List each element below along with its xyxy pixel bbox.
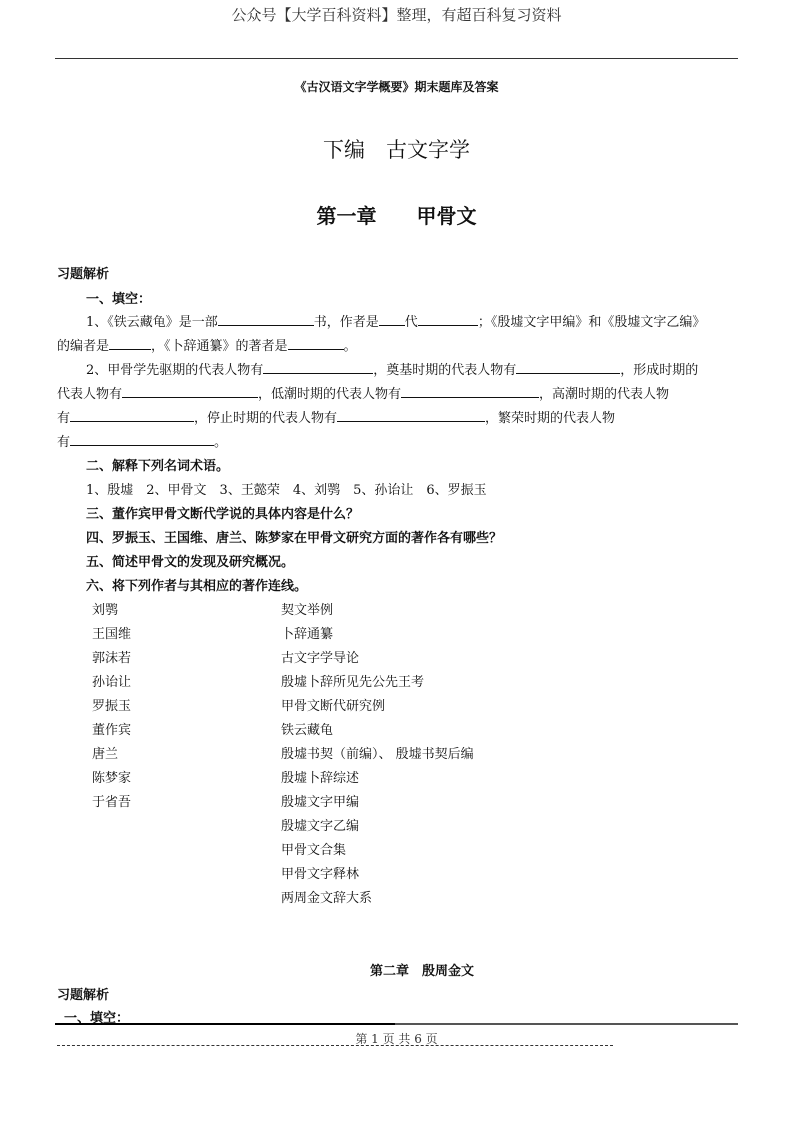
footer-dashed-line [57,1045,613,1046]
page-number: 第 1 页 共 6 页 [355,1032,438,1046]
question-2-line2 [57,383,669,402]
terms-list: 1、殷墟 2、甲骨文 3、王懿荣 4、刘鹗 5、孙诒让 6、罗振玉 [86,483,487,498]
blank [401,385,539,398]
blank [288,337,344,350]
work-item: 卜辞通纂 [281,627,334,642]
text: 。 [343,339,357,354]
work-item: 契文举例 [281,603,334,618]
blank [379,313,405,326]
question-heading: 三、董作宾甲骨文断代学说的具体内容是什么？ [86,507,360,522]
header-rule [55,58,738,59]
blank [70,409,194,422]
question-heading: 一、填空： [86,292,152,307]
text: ，繁荣时期的代表人物 [485,411,616,426]
question-2-line4 [57,431,227,450]
blank [516,361,620,374]
page-header: 公众号【大学百科资料】整理，有超百科复习资料 [231,6,562,24]
author-item: 郭沫若 [92,651,132,666]
text: ，低潮时期的代表人物有 [258,387,402,402]
question-heading: 五、简述甲骨文的发现及研究概况。 [86,555,295,570]
text: 有 [57,411,71,426]
section-label: 习题解析 [57,988,110,1003]
text: 的编者是 [57,339,110,354]
question-heading: 六、将下列作者与其相应的著作连线。 [86,579,308,594]
text: 有 [57,435,71,450]
work-item: 殷墟卜辞综述 [281,771,360,786]
text: 代 [404,315,418,330]
blank [109,337,151,350]
author-item: 罗振玉 [92,699,132,714]
question-2-line1 [86,359,698,378]
question-2-line3 [57,407,615,426]
doc-title: 《古汉语文字学概要》期末题库及答案 [294,80,499,94]
work-item: 殷墟文字乙编 [281,819,360,834]
text: ；《殷墟文字甲编》和《殷墟文字乙编》 [477,315,706,330]
work-item: 甲骨文字释林 [281,867,360,882]
work-item: 两周金文辞大系 [281,891,373,906]
work-item: 铁云藏龟 [281,723,334,738]
work-item: 殷墟书契（前编）、 殷墟书契后编 [281,747,474,762]
blank [122,385,258,398]
work-item: 甲骨文合集 [281,843,347,858]
author-item: 王国维 [92,627,132,642]
author-item: 孙诒让 [92,675,132,690]
footer-rule [395,1023,738,1025]
text: ，高潮时期的代表人物 [539,387,670,402]
text: ，奠基时期的代表人物有 [373,363,517,378]
work-item: 殷墟卜辞所见先公先王考 [281,675,425,690]
question-heading: 一、填空： [64,1011,130,1026]
author-item: 唐兰 [92,747,119,762]
work-item: 古文字学导论 [281,651,360,666]
blank [70,433,214,446]
chapter-title: 第二章 殷周金文 [370,964,475,979]
blank [337,409,485,422]
work-item: 甲骨文断代研究例 [281,699,386,714]
question-1-line2 [57,335,357,354]
author-item: 于省吾 [92,795,132,810]
author-item: 刘鹗 [92,603,119,618]
text: ，停止时期的代表人物有 [194,411,338,426]
blank [218,313,314,326]
question-1-line1 [86,311,705,330]
text: 2、甲骨学先驱期的代表人物有 [86,363,264,378]
author-item: 董作宾 [92,723,132,738]
text: ，《卜辞通纂》的著者是 [151,339,288,354]
blank [263,361,373,374]
work-item: 殷墟文字甲编 [281,795,360,810]
footer-rule-bold [55,1023,395,1025]
section-label: 习题解析 [57,267,110,282]
question-heading: 二、解释下列名词术语。 [86,459,230,474]
text: 代表人物有 [57,387,123,402]
blank [418,313,478,326]
text: 。 [214,435,228,450]
text: ，形成时期的 [620,363,699,378]
part-title: 下编 古文字学 [323,138,470,162]
text: 1、《铁云藏龟》是一部 [86,315,218,330]
question-heading: 四、罗振玉、王国维、唐兰、陈梦家在甲骨文研究方面的著作各有哪些？ [86,531,503,546]
chapter-title: 第一章 甲骨文 [316,204,477,228]
author-item: 陈梦家 [92,771,132,786]
text: 书，作者是 [313,315,379,330]
